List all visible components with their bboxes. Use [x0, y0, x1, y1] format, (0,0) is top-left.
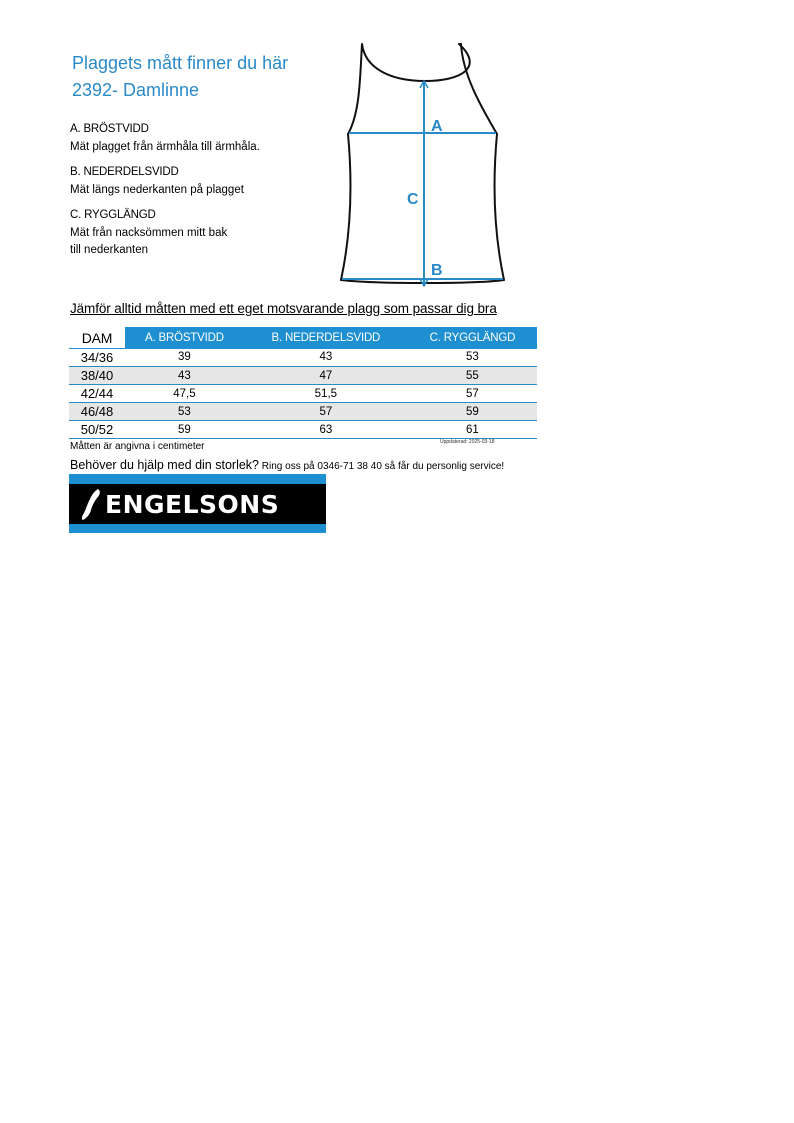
- brostvidd-cell: 59: [125, 421, 244, 439]
- table-row: [69, 421, 537, 439]
- rygglangd-cell: 53: [408, 349, 537, 367]
- size-table-header: [69, 327, 537, 349]
- header-rygglangd: C. RYGGLÄNGD: [408, 327, 537, 349]
- size-cell: 34/36: [69, 349, 125, 367]
- measure-c-heading: C. RYGGLÄNGD: [70, 209, 156, 221]
- tank-top-diagram: [335, 38, 515, 293]
- label-a: A: [431, 118, 443, 135]
- size-table: [69, 327, 537, 439]
- table-row: [69, 349, 537, 367]
- size-cell: 46/48: [69, 403, 125, 421]
- size-cell: 38/40: [69, 367, 125, 385]
- nederdelsvidd-cell: 47: [244, 367, 408, 385]
- help-text: [70, 456, 504, 474]
- brostvidd-cell: 43: [125, 367, 244, 385]
- rygglangd-cell: 57: [408, 385, 537, 403]
- nederdelsvidd-cell: 57: [244, 403, 408, 421]
- measure-a-heading: A. BRÖSTVIDD: [70, 123, 149, 135]
- measure-c-description-2: till nederkanten: [70, 244, 148, 256]
- logo-text: ENGELSONS: [105, 490, 280, 519]
- header-nederdelsvidd: B. NEDERDELSVIDD: [244, 327, 408, 349]
- brostvidd-cell: 47,5: [125, 385, 244, 403]
- header-brostvidd: A. BRÖSTVIDD: [125, 327, 244, 349]
- measure-a-description: Mät plagget från ärmhåla till ärmhåla.: [70, 141, 260, 153]
- rygglangd-cell: 61: [408, 421, 537, 439]
- nederdelsvidd-cell: 43: [244, 349, 408, 367]
- measure-b-heading: B. NEDERDELSVIDD: [70, 166, 179, 178]
- brostvidd-cell: 53: [125, 403, 244, 421]
- size-cell: 42/44: [69, 385, 125, 403]
- header-dam: DAM: [69, 327, 125, 349]
- units-note: Måtten är angivna i centimeter: [70, 441, 205, 452]
- compare-instruction: Jämför alltid måtten med ett eget motsvarande plagg som passar dig bra: [70, 301, 497, 316]
- updated-date: Uppdaterad: 2025-03-18: [440, 439, 495, 445]
- label-c: C: [407, 191, 419, 208]
- sweden-map-icon: [79, 488, 103, 521]
- table-row: [69, 367, 537, 385]
- tank-top-outline: [341, 44, 504, 283]
- brostvidd-cell: 39: [125, 349, 244, 367]
- logo-bar: [69, 484, 326, 524]
- measure-b-description: Mät längs nederkanten på plagget: [70, 184, 244, 196]
- page-title: Plaggets mått finner du här: [72, 53, 289, 73]
- size-cell: 50/52: [69, 421, 125, 439]
- measure-c-description-1: Mät från nacksömmen mitt bak: [70, 227, 228, 239]
- nederdelsvidd-cell: 51,5: [244, 385, 408, 403]
- table-row: [69, 385, 537, 403]
- product-title: 2392- Damlinne: [72, 80, 200, 100]
- help-question: Behöver du hjälp med din storlek?: [70, 458, 260, 472]
- nederdelsvidd-cell: 63: [244, 421, 408, 439]
- table-row: [69, 403, 537, 421]
- help-contact: Ring oss på 0346-71 38 40 så får du personlig service!: [259, 461, 505, 472]
- label-b: B: [431, 262, 443, 279]
- engelsons-logo: [69, 474, 326, 533]
- rygglangd-cell: 59: [408, 403, 537, 421]
- rygglangd-cell: 55: [408, 367, 537, 385]
